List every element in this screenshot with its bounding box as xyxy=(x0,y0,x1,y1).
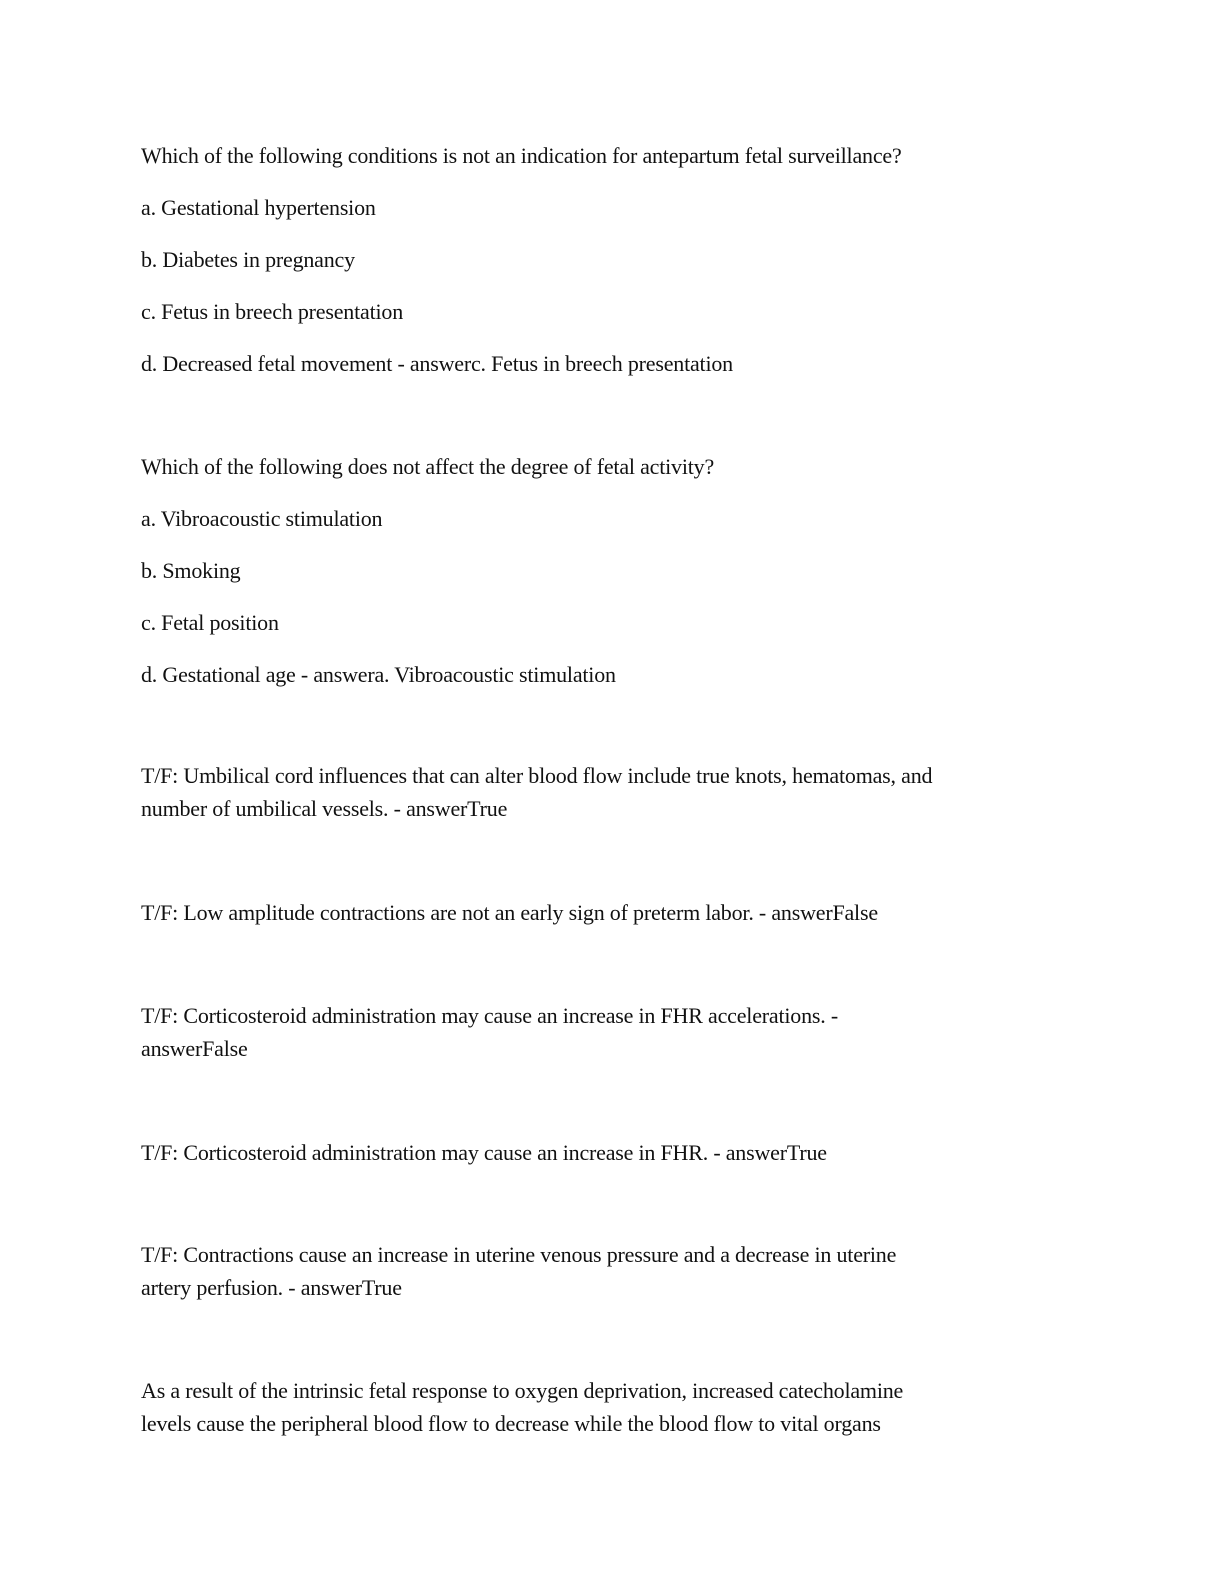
question-2-option-d-answer: d. Gestational age - answera. Vibroacoustic stimulation xyxy=(141,662,616,687)
question-8-line-1: As a result of the intrinsic fetal response to oxygen deprivation, increased catecholamine xyxy=(141,1378,904,1403)
question-1-option-b: b. Diabetes in pregnancy xyxy=(141,247,355,272)
question-8 xyxy=(141,1374,903,1440)
question-5-line-2: answerFalse xyxy=(141,1036,248,1061)
question-6 xyxy=(141,1136,827,1169)
question-8-line-2: levels cause the peripheral blood flow to decrease while the blood flow to vital organs xyxy=(141,1411,881,1436)
question-7 xyxy=(141,1238,896,1304)
question-1 xyxy=(141,139,902,399)
question-1-option-c: c. Fetus in breech presentation xyxy=(141,299,403,324)
question-1-stem: Which of the following conditions is not an indication for antepartum fetal surveillance? xyxy=(141,143,902,168)
question-3-line-1: T/F: Umbilical cord influences that can alter blood flow include true knots, hematomas, and xyxy=(141,763,933,788)
question-2-option-b: b. Smoking xyxy=(141,558,241,583)
question-2-option-c: c. Fetal position xyxy=(141,610,279,635)
question-5 xyxy=(141,999,838,1065)
question-5-line-1: T/F: Corticosteroid administration may cause an increase in FHR accelerations. - xyxy=(141,1003,838,1028)
question-2 xyxy=(141,450,714,710)
question-1-option-a: a. Gestational hypertension xyxy=(141,195,376,220)
question-2-stem: Which of the following does not affect the degree of fetal activity? xyxy=(141,454,715,479)
question-6-line-1: T/F: Corticosteroid administration may cause an increase in FHR. - answerTrue xyxy=(141,1140,827,1165)
question-4 xyxy=(141,896,878,929)
question-3 xyxy=(141,759,932,825)
question-4-line-1: T/F: Low amplitude contractions are not an early sign of preterm labor. - answerFalse xyxy=(141,900,878,925)
question-7-line-1: T/F: Contractions cause an increase in uterine venous pressure and a decrease in uterine xyxy=(141,1242,897,1267)
question-1-option-d-answer: d. Decreased fetal movement - answerc. Fetus in breech presentation xyxy=(141,351,733,376)
question-2-option-a: a. Vibroacoustic stimulation xyxy=(141,506,383,531)
question-7-line-2: artery perfusion. - answerTrue xyxy=(141,1275,402,1300)
question-3-line-2: number of umbilical vessels. - answerTrue xyxy=(141,796,508,821)
